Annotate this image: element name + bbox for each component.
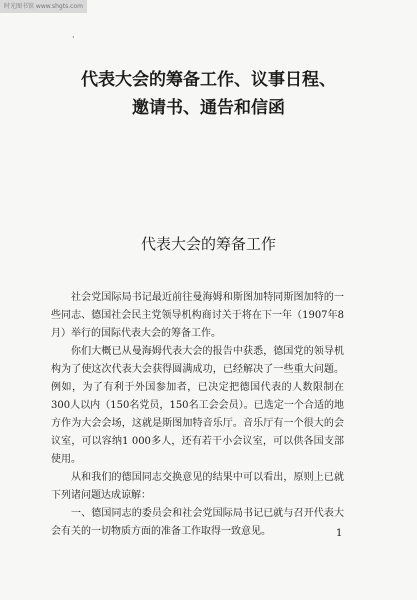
chapter-title-line-1: 代表大会的筹备工作、议事日程、 — [81, 70, 336, 90]
paragraph: 从和我们的德国同志交换意见的结果中可以看出，原则上已就下列诸问题达成谅解： — [51, 472, 344, 501]
paragraph: 一、德国同志的委员会和社会党国际局书记已就与召开代表大会有关的一切物质方面的准备工作取得一致意见。 — [51, 508, 344, 537]
chapter-title — [20, 66, 397, 122]
corner-mark: · — [72, 33, 75, 42]
paragraph: 你们大概已从曼海姆代表大会的报告中获悉，德国党的领导机构为了使这次代表大会获得圆满成功，已经解决了一些重大问题。例如，为了有利于外国参加者，已决定把德国代表的人数限制在300人以内（150名党员，150名工会会员）。已选定一个合适的地方作为大会会场，这就是斯图加特音乐厅。音乐厅有一个很大的会议室，可以容纳1 000多人，还有若干小会议室，可以供各国支部使用。 — [51, 346, 344, 465]
page-number: 1 — [336, 528, 343, 539]
chapter-title-line-2: 邀请书、通告和信函 — [132, 98, 285, 118]
paragraph: 社会党国际局书记最近前往曼海姆和斯图加特同斯图加特的一些同志、德国社会民主党领导机构商讨关于将在下一年（1907年8月）举行的国际代表大会的筹备工作。 — [51, 292, 344, 339]
body-text — [51, 289, 344, 541]
watermark-label: 时光图书馆 www.shgts.com — [0, 0, 87, 13]
section-title: 代表大会的筹备工作 — [140, 235, 276, 253]
